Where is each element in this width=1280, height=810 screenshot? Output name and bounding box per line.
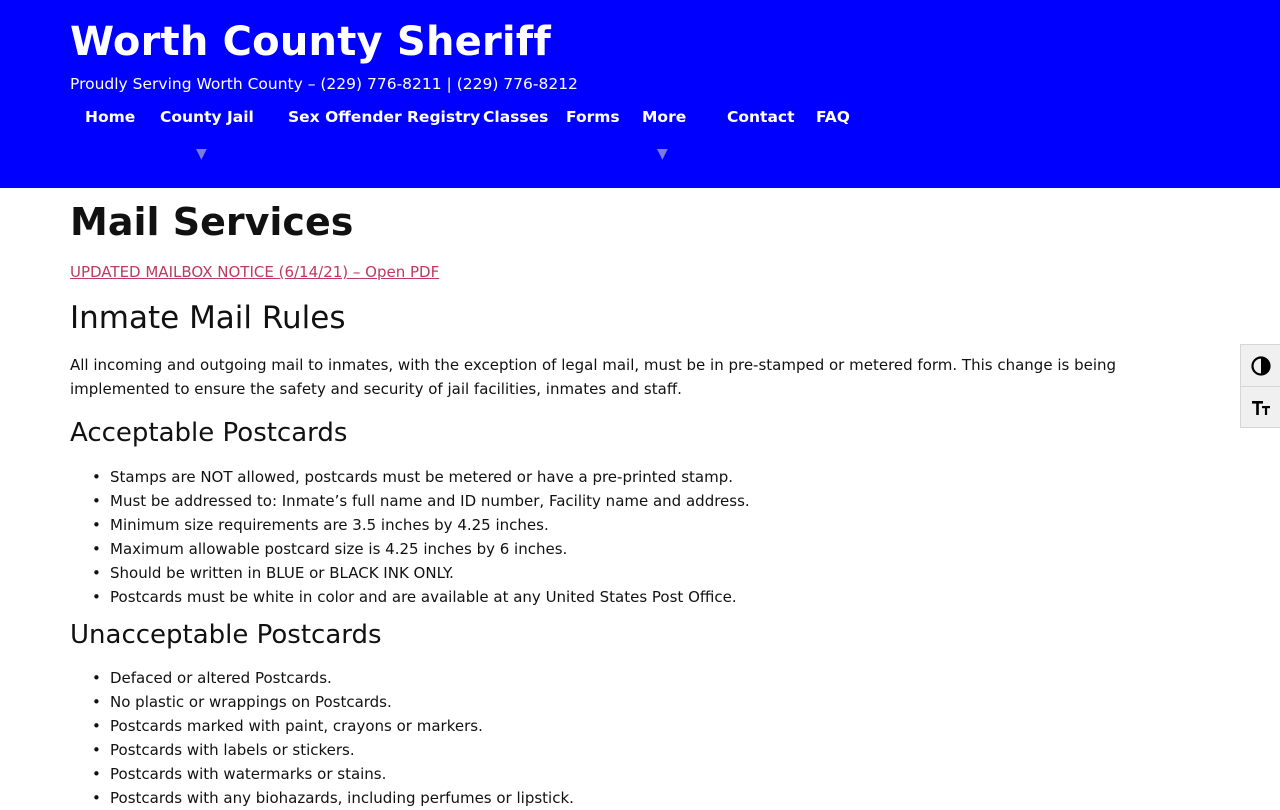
accessibility-toolbar bbox=[1240, 344, 1280, 428]
unacceptable-postcards-list bbox=[70, 666, 1210, 810]
list-item bbox=[92, 666, 1210, 690]
list-item-text: Postcards with labels or stickers. bbox=[110, 741, 355, 759]
site-title-link[interactable]: Worth County Sheriff bbox=[70, 19, 551, 65]
list-item bbox=[92, 489, 1210, 513]
contrast-icon bbox=[1250, 355, 1272, 377]
list-item bbox=[92, 738, 1210, 762]
site-header bbox=[0, 0, 1280, 188]
nav-item-forms[interactable]: Forms bbox=[566, 108, 620, 126]
list-item bbox=[92, 537, 1210, 561]
inmate-mail-rules-paragraph: All incoming and outgoing mail to inmates, with the exception of legal mail, must be in pre-stamped or metered form. This change is being implemented to ensure the safety and security of jail facilities, inmates and staff. bbox=[70, 356, 1117, 398]
list-item bbox=[92, 690, 1210, 714]
list-item-text: Minimum size requirements are 3.5 inches by 4.25 inches. bbox=[110, 516, 549, 534]
list-item bbox=[92, 561, 1210, 585]
list-item-text: Stamps are NOT allowed, postcards must be metered or have a pre-printed stamp. bbox=[110, 468, 733, 486]
bullet-icon: • bbox=[92, 669, 101, 687]
bullet-icon: • bbox=[92, 516, 101, 534]
list-item-text: Postcards with any biohazards, including perfumes or lipstick. bbox=[110, 789, 574, 807]
bullet-icon: • bbox=[92, 717, 101, 735]
list-item-text: Maximum allowable postcard size is 4.25 inches by 6 inches. bbox=[110, 540, 568, 558]
list-item bbox=[92, 786, 1210, 810]
bullet-icon: • bbox=[92, 564, 101, 582]
more-submenu-caret-icon[interactable]: ▼ bbox=[657, 146, 668, 162]
site-tagline: Proudly Serving Worth County – (229) 776-8211 | (229) 776-8212 bbox=[70, 75, 578, 93]
nav-item-more[interactable]: More bbox=[642, 108, 687, 126]
mailbox-notice-pdf-link[interactable]: UPDATED MAILBOX NOTICE (6/14/21) – Open PDF bbox=[70, 263, 440, 281]
bullet-icon: • bbox=[92, 468, 101, 486]
bullet-icon: • bbox=[92, 741, 101, 759]
bullet-icon: • bbox=[92, 540, 101, 558]
bullet-icon: • bbox=[92, 693, 101, 711]
nav-item-home[interactable]: Home bbox=[85, 108, 136, 126]
list-item-text: No plastic or wrappings on Postcards. bbox=[110, 693, 392, 711]
nav-item-faq[interactable]: FAQ bbox=[816, 108, 850, 126]
nav-item-classes[interactable]: Classes bbox=[483, 108, 549, 126]
list-item-text: Should be written in BLUE or BLACK INK ONLY. bbox=[110, 564, 454, 582]
list-item-text: Defaced or altered Postcards. bbox=[110, 669, 332, 687]
list-item bbox=[92, 465, 1210, 489]
list-item bbox=[92, 714, 1210, 738]
bullet-icon: • bbox=[92, 492, 101, 510]
toggle-high-contrast-button[interactable] bbox=[1241, 345, 1280, 387]
bullet-icon: • bbox=[92, 789, 101, 807]
list-item-text: Postcards marked with paint, crayons or markers. bbox=[110, 717, 483, 735]
nav-item-contact[interactable]: Contact bbox=[727, 108, 795, 126]
toggle-font-size-button[interactable] bbox=[1241, 387, 1280, 429]
acceptable-postcards-heading: Acceptable Postcards bbox=[70, 418, 348, 448]
bullet-icon: • bbox=[92, 765, 101, 783]
list-item bbox=[92, 585, 1210, 609]
list-item-text: Postcards must be white in color and are available at any United States Post Office. bbox=[110, 588, 737, 606]
page-title: Mail Services bbox=[70, 200, 354, 244]
county-jail-submenu-caret-icon[interactable]: ▼ bbox=[196, 146, 207, 162]
main-navigation bbox=[70, 104, 890, 174]
bullet-icon: • bbox=[92, 588, 101, 606]
list-item bbox=[92, 762, 1210, 786]
font-size-icon bbox=[1250, 397, 1272, 419]
list-item bbox=[92, 513, 1210, 537]
list-item-text: Postcards with watermarks or stains. bbox=[110, 765, 387, 783]
unacceptable-postcards-heading: Unacceptable Postcards bbox=[70, 620, 382, 650]
list-item-text: Must be addressed to: Inmate’s full name and ID number, Facility name and address. bbox=[110, 492, 750, 510]
nav-item-county-jail[interactable]: County Jail bbox=[160, 108, 254, 126]
acceptable-postcards-list bbox=[70, 465, 1210, 609]
nav-item-sex-offender-registry[interactable]: Sex Offender Registry bbox=[288, 108, 481, 126]
inmate-mail-rules-heading: Inmate Mail Rules bbox=[70, 300, 346, 336]
